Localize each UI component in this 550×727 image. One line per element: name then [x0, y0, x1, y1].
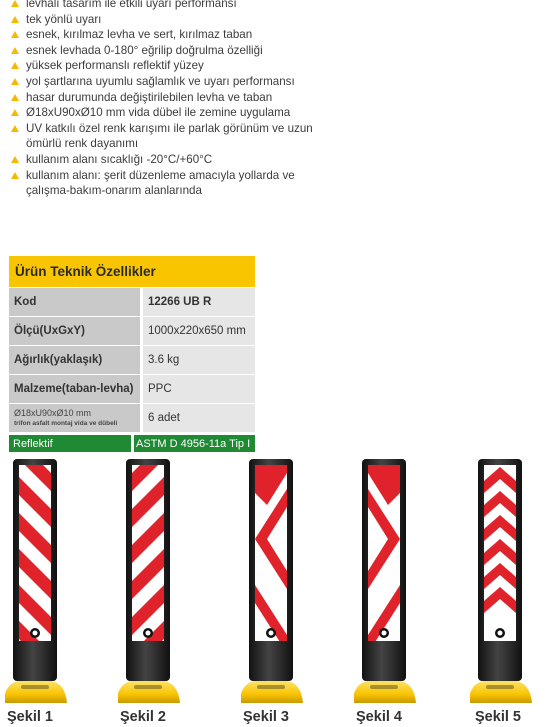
triangle-bullet-icon	[11, 16, 19, 23]
delineator-post-diagonal-left	[118, 455, 198, 705]
reflective-key: Reflektif	[9, 435, 131, 452]
figure-label: Şekil 5	[475, 709, 521, 725]
figure-5	[470, 455, 550, 705]
spec-value: PPC	[143, 375, 255, 403]
triangle-bullet-icon	[11, 0, 19, 7]
spec-key: Ağırlık(yaklaşık)	[9, 346, 140, 374]
delineator-post-chevron-right	[354, 455, 434, 705]
spec-row	[9, 317, 255, 345]
spec-value: 3.6 kg	[143, 346, 255, 374]
triangle-bullet-icon	[11, 31, 19, 38]
triangle-bullet-icon	[11, 156, 19, 163]
feature-item: Ø18xU90xØ10 mm vida dübel ile zemine uygulama	[10, 105, 330, 121]
figure-1	[5, 455, 85, 705]
feature-item: hasar durumunda değiştirilebilen levha ve taban	[10, 90, 330, 106]
spec-table	[9, 256, 255, 452]
figure-label: Şekil 1	[7, 709, 53, 725]
delineator-post-chevron-left	[241, 455, 321, 705]
triangle-bullet-icon	[11, 109, 19, 116]
feature-item: tek yönlü uyarı	[10, 12, 330, 28]
feature-item: kullanım alanı: şerit düzenleme amacıyla yollarda ve çalışma-bakım-onarım alanlarında	[10, 168, 330, 199]
figure-4	[354, 455, 434, 705]
triangle-bullet-icon	[11, 125, 19, 132]
reflective-value: ASTM D 4956-11a Tip I	[134, 435, 255, 452]
triangle-bullet-icon	[11, 62, 19, 69]
spec-value: 12266 UB R	[143, 288, 255, 316]
spec-key: Kod	[9, 288, 140, 316]
feature-item: levhalı tasarım ile etkili uyarı performansı	[10, 0, 330, 12]
figures-row	[0, 455, 550, 727]
spec-row	[9, 375, 255, 403]
figure-label: Şekil 4	[356, 709, 402, 725]
spec-key: Malzeme(taban-levha)	[9, 375, 140, 403]
triangle-bullet-icon	[11, 47, 19, 54]
spec-value: 6 adet	[143, 404, 255, 432]
spec-key: Ölçü(UxGxY)	[9, 317, 140, 345]
feature-item: kullanım alanı sıcaklığı -20°C/+60°C	[10, 152, 330, 168]
figure-label: Şekil 3	[243, 709, 289, 725]
feature-item: esnek, kırılmaz levha ve sert, kırılmaz taban	[10, 27, 330, 43]
spec-row	[9, 288, 255, 316]
figure-label: Şekil 2	[120, 709, 166, 725]
spec-value: 1000x220x650 mm	[143, 317, 255, 345]
delineator-post-diagonal-right	[5, 455, 85, 705]
feature-item: UV katkılı özel renk karışımı ile parlak görünüm ve uzun ömürlü renk dayanımı	[10, 121, 330, 152]
feature-list	[10, 0, 330, 199]
spec-row	[9, 346, 255, 374]
triangle-bullet-icon	[11, 172, 19, 179]
figure-2	[118, 455, 198, 705]
figure-3	[241, 455, 321, 705]
spec-key-screw	[9, 404, 140, 432]
screw-size-text: Ø18xU90xØ10 mm	[14, 408, 92, 418]
reflective-row	[9, 435, 255, 452]
delineator-post-chevron-up	[470, 455, 550, 705]
spec-row-screw	[9, 404, 255, 432]
screw-desc-text: trifon asfalt montaj vida ve dübeli	[14, 420, 118, 427]
triangle-bullet-icon	[11, 94, 19, 101]
feature-item: yüksek performanslı reflektif yüzey	[10, 58, 330, 74]
feature-item: yol şartlarına uyumlu sağlamlık ve uyarı performansı	[10, 74, 330, 90]
triangle-bullet-icon	[11, 78, 19, 85]
feature-item: esnek levhada 0-180° eğrilip doğrulma özelliği	[10, 43, 330, 59]
spec-title: Ürün Teknik Özellikler	[9, 256, 255, 287]
